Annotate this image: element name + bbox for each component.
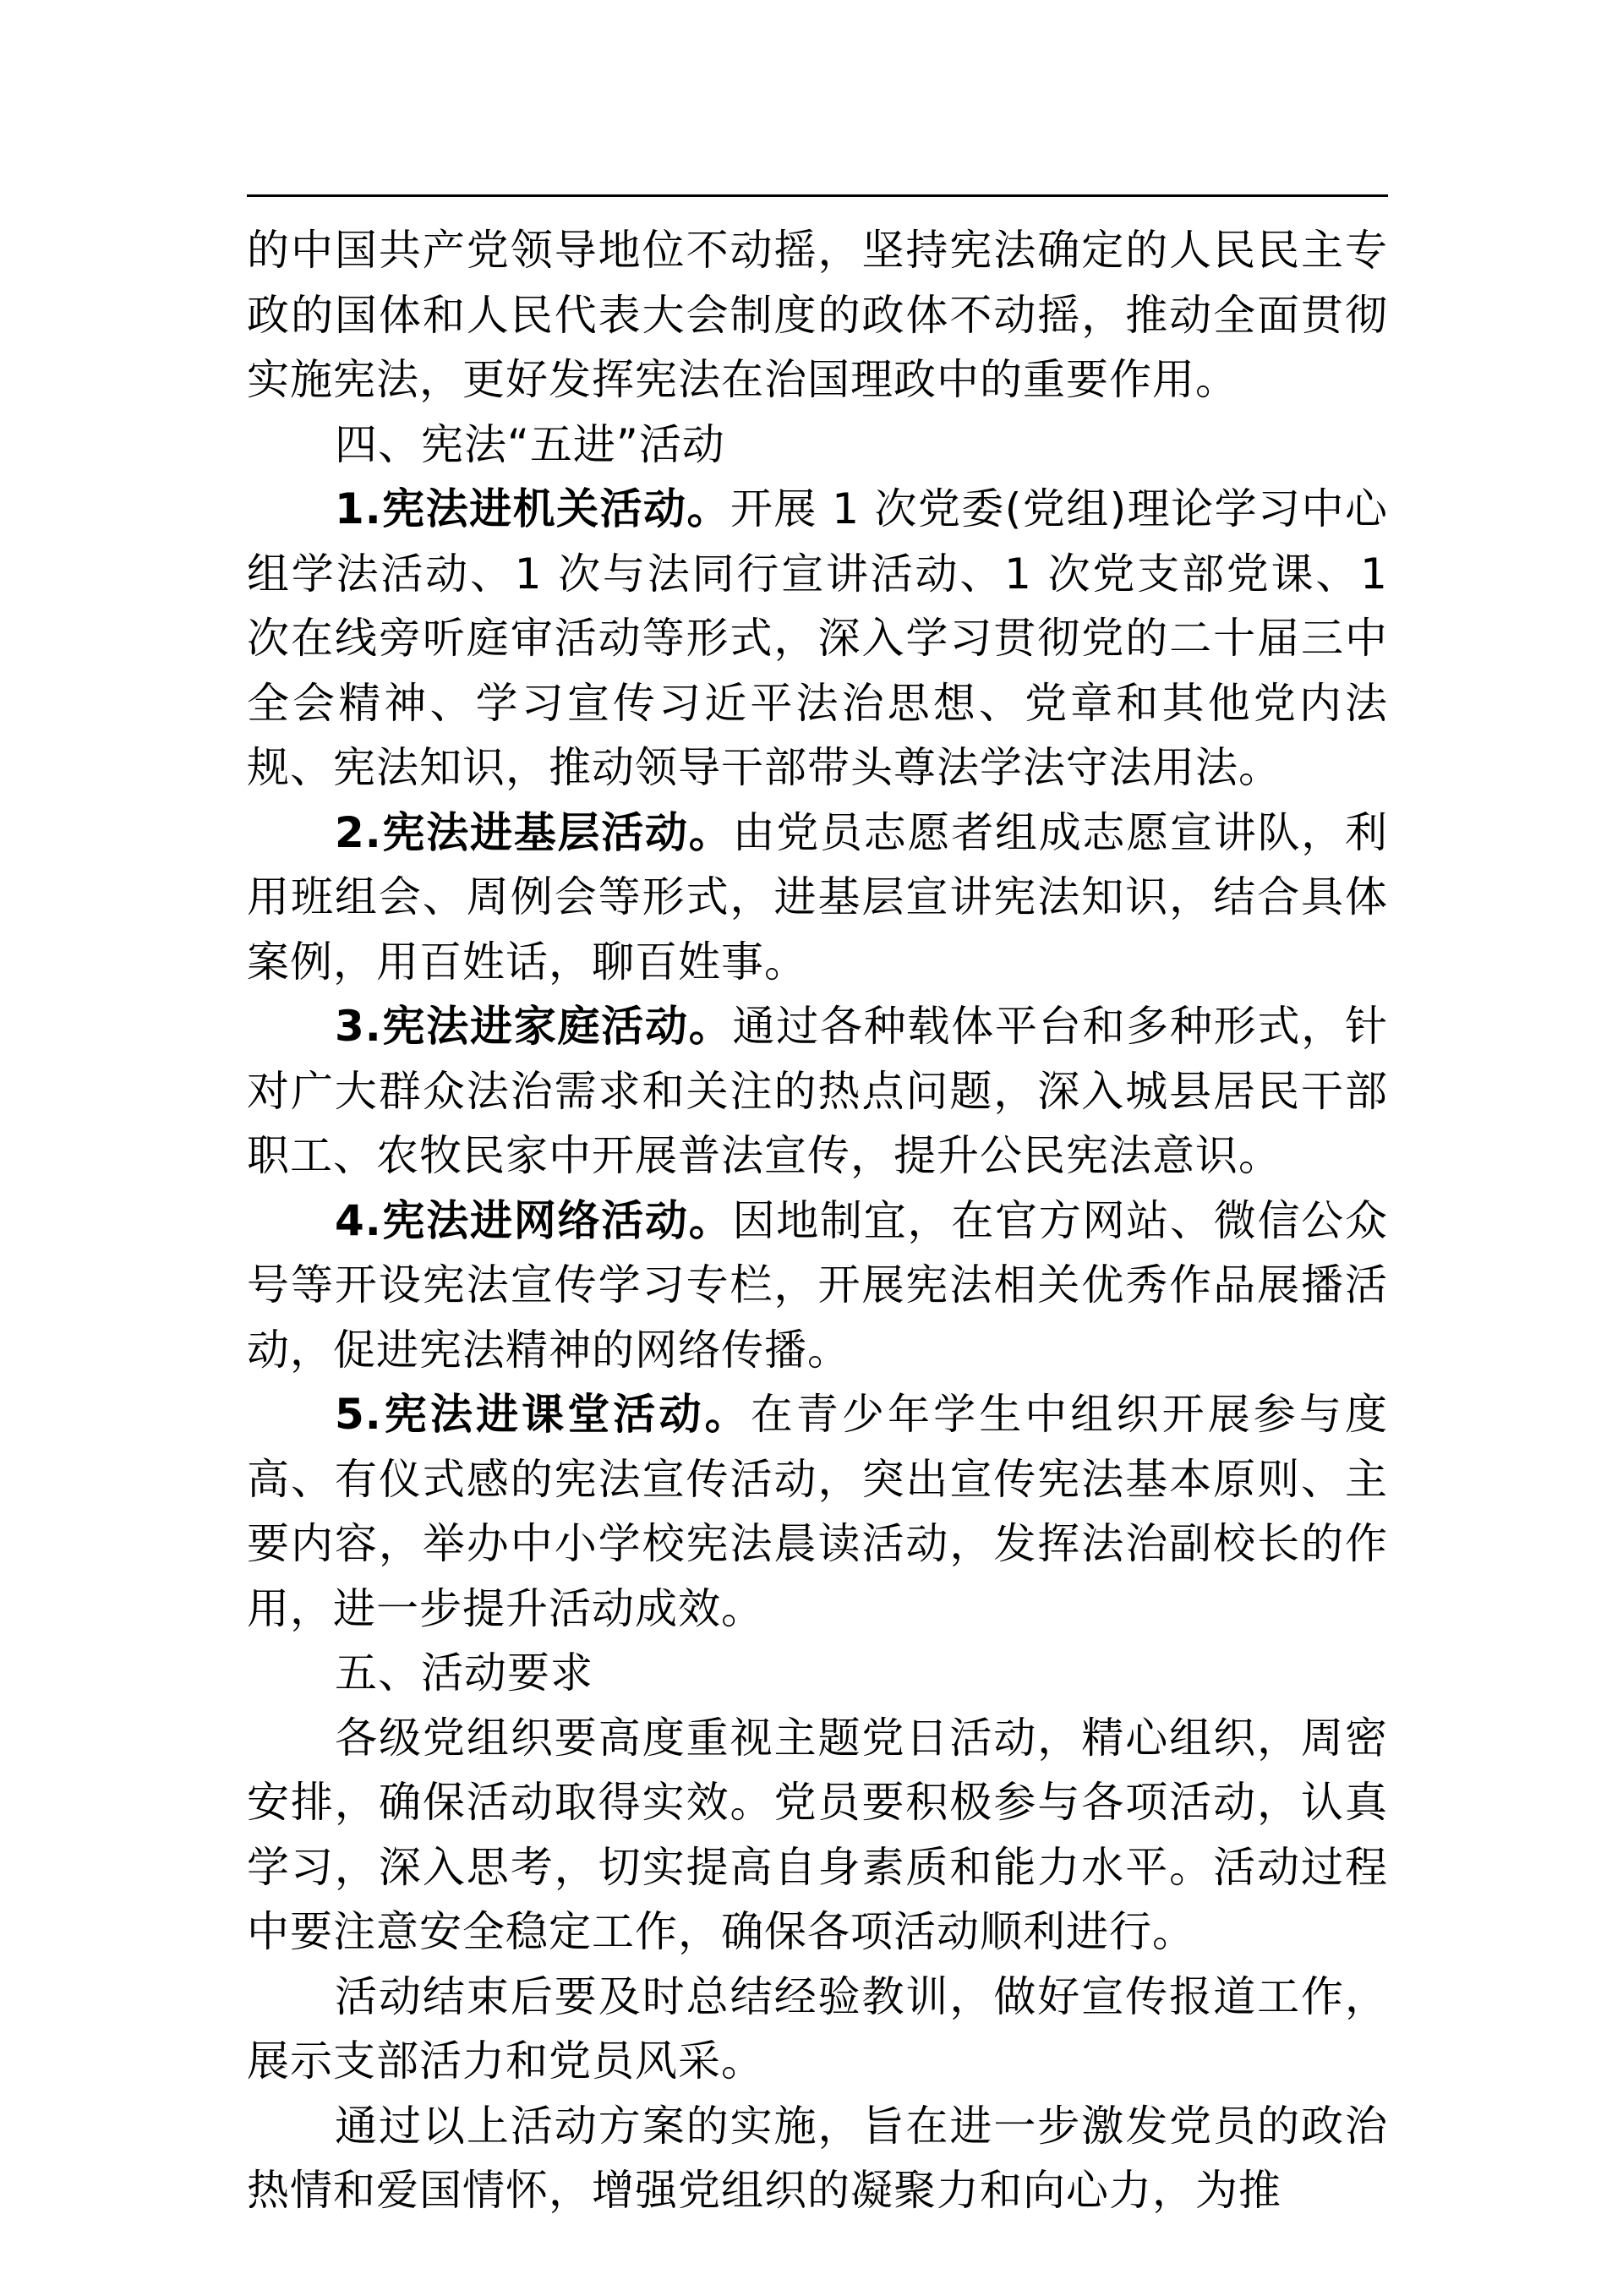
section-heading-five: 五、活动要求	[335, 1648, 593, 1697]
list-item-lead: 3.宪法进家庭活动。	[335, 1002, 733, 1051]
list-item-lead: 4.宪法进网络活动。	[335, 1195, 733, 1245]
header-rule	[247, 194, 1388, 197]
list-item-organs	[247, 477, 1388, 801]
list-item-text: 在青少年学生中组织开展参与度高、有仪式感的宪法宣传活动，突出宣传宪法基本原则、主要内容，举办中小学校宪法晨读活动，发挥法治副校长的作用，进一步提升活动成效。	[247, 1390, 1388, 1633]
list-item-classroom	[247, 1382, 1388, 1641]
list-item-text: 因地制宜，在官方网站、微信公众号等开设宪法宣传学习专栏，开展宪法相关优秀作品展播活动，促进宪法精神的网络传播。	[247, 1195, 1388, 1375]
list-item-text: 通过各种载体平台和多种形式，针对广大群众法治需求和关注的热点问题，深入城县居民干部职工、农牧民家中开展普法宣传，提升公民宪法意识。	[247, 1002, 1388, 1180]
paragraph-conclusion: 通过以上活动方案的实施，旨在进一步激发党员的政治热情和爱国情怀，增强党组织的凝聚力和向心力，为推	[247, 2101, 1388, 2215]
list-item-families	[247, 994, 1388, 1189]
list-item-network	[247, 1189, 1388, 1383]
section-heading-four: 四、宪法“五进”活动	[335, 419, 725, 469]
document-body	[247, 218, 1388, 2223]
list-item-lead: 2.宪法进基层活动。	[335, 807, 733, 857]
list-item-grassroots	[247, 801, 1388, 995]
list-item-text: 由党员志愿者组成志愿宣讲队，利用班组会、周例会等形式，进基层宣讲宪法知识，结合具体案例，用百姓话，聊百姓事。	[247, 807, 1388, 987]
paragraph-requirements: 各级党组织要高度重视主题党日活动，精心组织，周密安排，确保活动取得实效。党员要积极参与各项活动，认真学习，深入思考，切实提高自身素质和能力水平。活动过程中要注意安全稳定工作，确保各项活动顺利进行。	[247, 1713, 1388, 1956]
list-item-lead: 1.宪法进机关活动。	[335, 484, 730, 533]
paragraph-continuation: 的中国共产党领导地位不动摇，坚持宪法确定的人民民主专政的国体和人民代表大会制度的政体不动摇，推动全面贯彻实施宪法，更好发挥宪法在治国理政中的重要作用。	[247, 226, 1388, 404]
list-item-text: 开展 1 次党委(党组)理论学习中心组学法活动、1 次与法同行宣讲活动、1 次党支部党课、1 次在线旁听庭审活动等形式，深入学习贯彻党的二十届三中全会精神、学习宣传习近平法治思想、党章和其他党内法规、宪法知识，推动领导干部带头尊法学法守法用法。	[247, 484, 1388, 792]
paragraph-summary: 活动结束后要及时总结经验教训，做好宣传报道工作，展示支部活力和党员风采。	[247, 1971, 1388, 2086]
list-item-lead: 5.宪法进课堂活动。	[335, 1390, 751, 1439]
